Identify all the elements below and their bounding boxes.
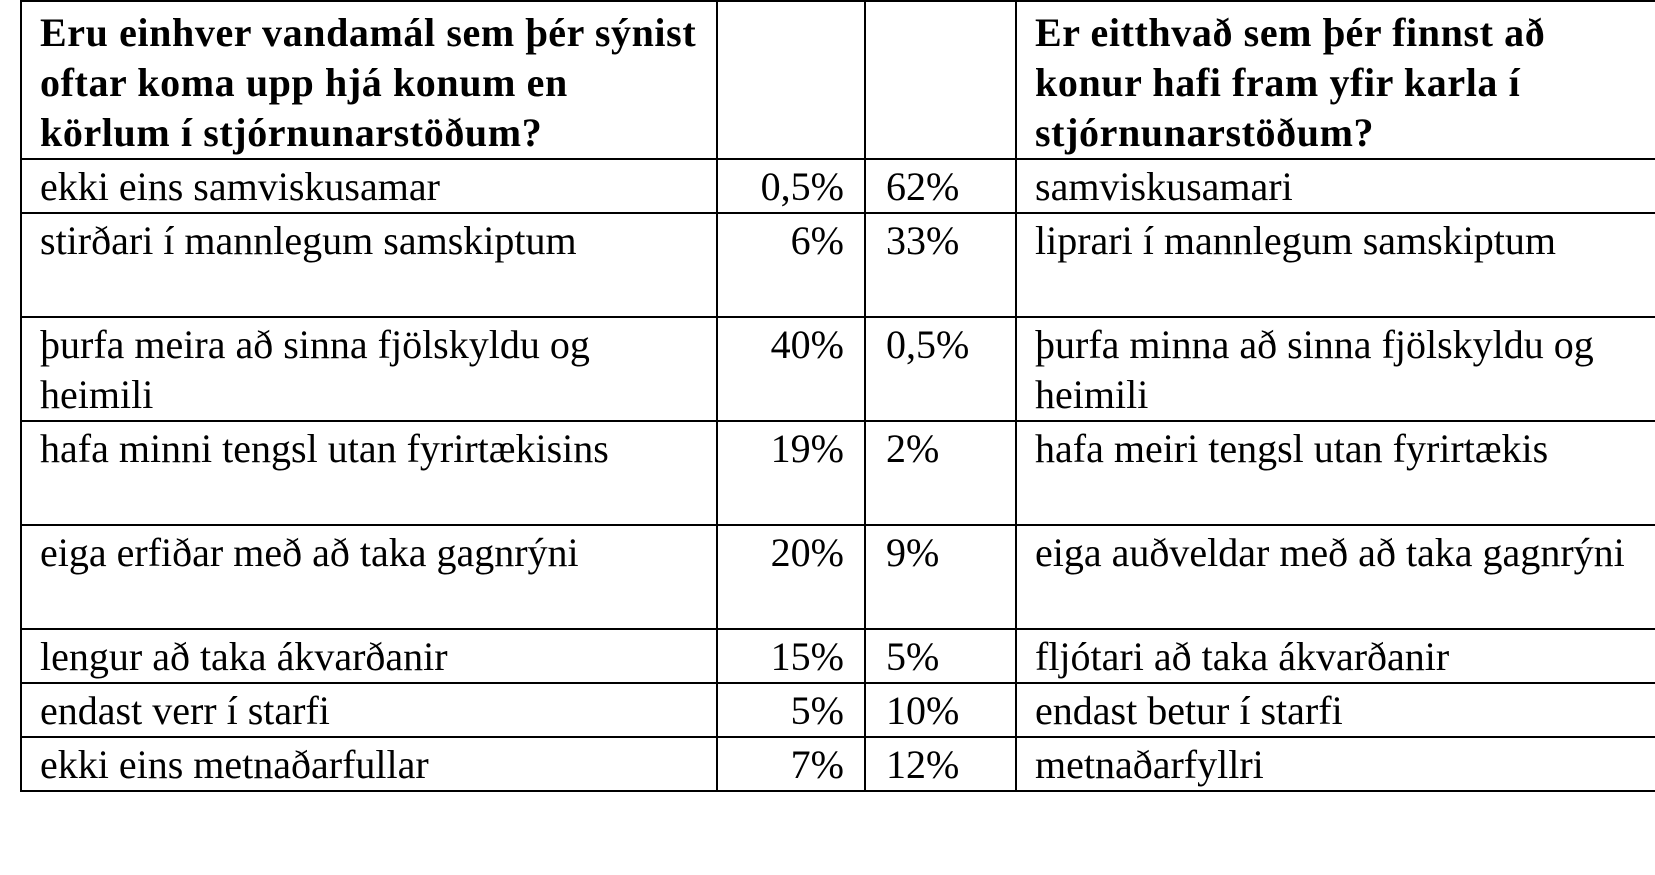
empty-header-cell-problem-pct — [717, 1, 865, 159]
problem-cell: stirðari í mannlegum samskiptum — [21, 213, 717, 317]
problem-pct-cell: 5% — [717, 683, 865, 737]
problem-cell: þurfa meira að sinna fjölskyldu og heimili — [21, 317, 717, 421]
advantage-pct-cell: 2% — [865, 421, 1016, 525]
survey-comparison-table — [20, 0, 1655, 792]
problem-cell: hafa minni tengsl utan fyrirtækisins — [21, 421, 717, 525]
table-row — [21, 213, 1655, 317]
table-row — [21, 737, 1655, 791]
advantage-cell: liprari í mannlegum samskiptum — [1016, 213, 1655, 317]
table-row — [21, 317, 1655, 421]
problem-pct-cell: 20% — [717, 525, 865, 629]
advantage-cell: metnaðarfyllri — [1016, 737, 1655, 791]
problem-pct-cell: 40% — [717, 317, 865, 421]
problem-pct-cell: 15% — [717, 629, 865, 683]
advantage-cell: endast betur í starfi — [1016, 683, 1655, 737]
advantage-pct-cell: 9% — [865, 525, 1016, 629]
advantage-cell: fljótari að taka ákvarðanir — [1016, 629, 1655, 683]
advantage-pct-cell: 33% — [865, 213, 1016, 317]
advantage-pct-cell: 62% — [865, 159, 1016, 213]
problem-pct-cell: 6% — [717, 213, 865, 317]
table-row — [21, 525, 1655, 629]
advantage-cell: samviskusamari — [1016, 159, 1655, 213]
empty-header-cell-advantage-pct — [865, 1, 1016, 159]
problem-cell: endast verr í starfi — [21, 683, 717, 737]
advantages-question-header: Er eitthvað sem þér finnst að konur hafi fram yfir karla í stjórnunarstöðum? — [1016, 1, 1655, 159]
problems-question-header: Eru einhver vandamál sem þér sýnist oftar koma upp hjá konum en körlum í stjórnunarstöðum? — [21, 1, 717, 159]
advantage-pct-cell: 10% — [865, 683, 1016, 737]
advantage-cell: hafa meiri tengsl utan fyrirtækis — [1016, 421, 1655, 525]
table-header-row — [21, 1, 1655, 159]
problem-cell: eiga erfiðar með að taka gagnrýni — [21, 525, 717, 629]
problem-cell: lengur að taka ákvarðanir — [21, 629, 717, 683]
table-row — [21, 421, 1655, 525]
problem-cell: ekki eins samviskusamar — [21, 159, 717, 213]
table-row — [21, 629, 1655, 683]
advantage-pct-cell: 0,5% — [865, 317, 1016, 421]
advantage-cell: þurfa minna að sinna fjölskyldu og heimili — [1016, 317, 1655, 421]
problem-pct-cell: 19% — [717, 421, 865, 525]
problem-cell: ekki eins metnaðarfullar — [21, 737, 717, 791]
problem-pct-cell: 0,5% — [717, 159, 865, 213]
advantage-pct-cell: 12% — [865, 737, 1016, 791]
advantage-pct-cell: 5% — [865, 629, 1016, 683]
problem-pct-cell: 7% — [717, 737, 865, 791]
table-row — [21, 159, 1655, 213]
table-row — [21, 683, 1655, 737]
advantage-cell: eiga auðveldar með að taka gagnrýni — [1016, 525, 1655, 629]
